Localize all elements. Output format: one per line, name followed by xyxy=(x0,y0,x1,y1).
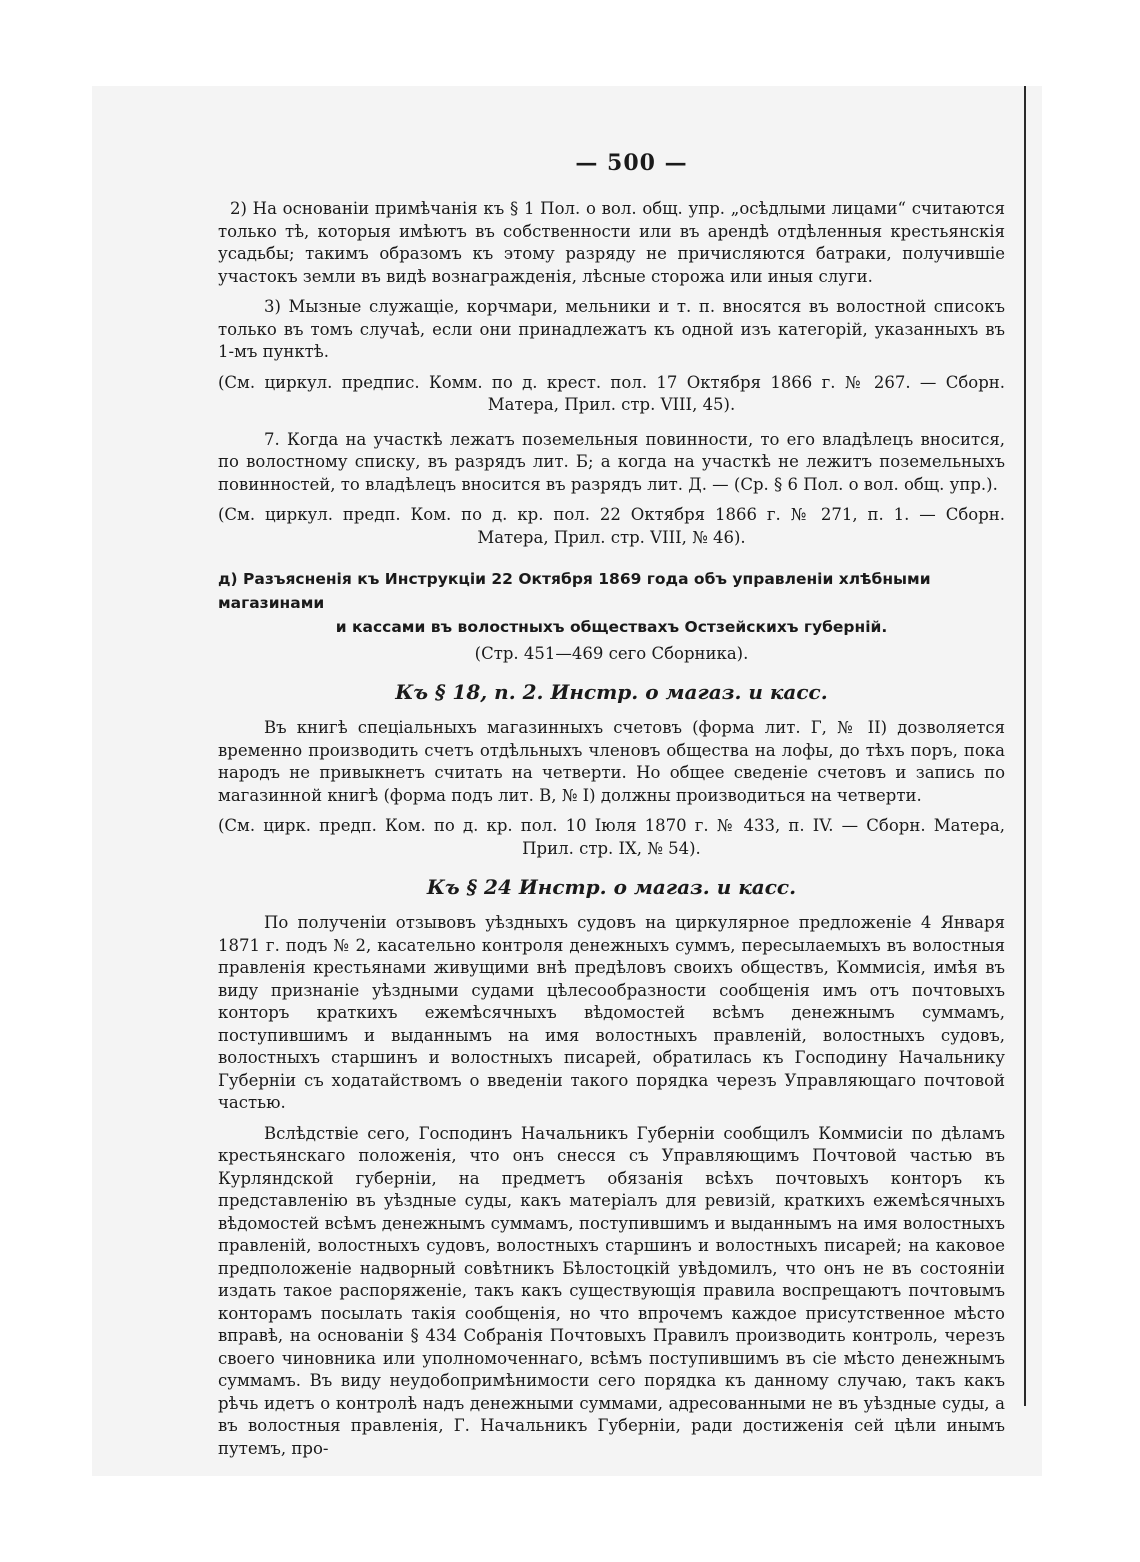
page-content xyxy=(218,150,1005,1468)
section-heading-d-line-2: и кассами въ волостныхъ обществахъ Остзейскихъ губерній. xyxy=(335,618,888,636)
section-heading-d xyxy=(218,567,1005,639)
reference-2-line-1: (См. циркул. предп. Ком. по д. кр. пол. 22 Октября 1866 г. № 271, п. 1. — Сборн. xyxy=(218,505,1005,524)
page-edge-line xyxy=(1024,86,1026,1406)
reference-2 xyxy=(218,504,1005,549)
paragraph-3: 3) Мызные служащіе, корчмари, мельники и т. п. вносятся въ волостной списокъ только въ томъ случаѣ, если они принадлежатъ къ одной изъ категорій, указанныхъ въ 1-мъ пунктѣ. xyxy=(218,297,1005,361)
reference-3 xyxy=(218,815,1005,860)
paragraph-2: 2) На основаніи примѣчанія къ § 1 Пол. о вол. общ. упр. „осѣдлыми лицами“ считаются только тѣ, которыя имѣютъ въ собственности или въ арендѣ отдѣленныя крестьянскія усадьбы; такимъ образомъ къ этому разряду не причисляются батраки, получившіе участокъ земли въ видѣ вознагражденія, лѣсные сторожа или иныя слуги. xyxy=(218,199,1005,286)
reference-1-line-2: Матера, Прил. стр. VIII, 45). xyxy=(487,395,736,414)
reference-2-line-2: Матера, Прил. стр. VIII, № 46). xyxy=(477,527,746,547)
page-number: — 500 — xyxy=(575,150,688,176)
paragraph-24-b: Вслѣдствіе сего, Господинъ Начальникъ Губерніи сообщилъ Коммисіи по дѣламъ крестьянскаго положенія, что онъ снесся съ Управляющимъ Почтовой частью въ Курляндской губерніи, на предметъ обязанія всѣхъ почтовыхъ конторъ къ представленію въ уѣздные суды, какъ матеріалъ для ревизій, краткихъ ежемѣсячныхъ вѣдомостей всѣмъ денежнымъ суммамъ, поступившимъ и выданнымъ на имя волостныхъ правленій, волостныхъ судовъ, волостныхъ старшинъ и волостныхъ писарей; на каковое предположеніе надворный совѣтникъ Бѣлостоцкій увѣдомилъ, что онъ не въ состояніи издать такое распоряженіе, такъ какъ существующія правила воспрещаютъ почтовымъ конторамъ посылать такія сообщенія, но что впрочемъ каждое присутственное мѣсто вправѣ, на основаніи § 434 Собранія Почтовыхъ Правилъ производить контроль, черезъ своего чиновника или уполномоченнаго, всѣмъ поступившимъ въ сіе мѣсто денежнымъ суммамъ. Въ виду неудобопримѣнимости сего порядка къ данному случаю, такъ какъ рѣчь идетъ о контролѣ надъ денежными суммами, адресованными не въ уѣздные суды, а въ волостныя правленія, Г. Начальникъ Губерніи, ради достиженія сей цѣли инымъ путемъ, про- xyxy=(218,1123,1005,1458)
subheading-paragraph-24: Къ § 24 Инстр. о магаз. и касс. xyxy=(426,875,797,899)
pages-note: (Стр. 451—469 сего Сборника). xyxy=(474,644,749,663)
reference-1 xyxy=(218,372,1005,417)
section-heading-d-line-1: д) Разъясненія къ Инструкціи 22 Октября 1869 года объ управленіи хлѣбными магазинами xyxy=(218,570,931,612)
reference-3-line-2: Прил. стр. IX, № 54). xyxy=(522,838,701,858)
reference-3-line-1: (См. цирк. предп. Ком. по д. кр. пол. 10 Іюля 1870 г. № 433, п. IV. — Сборн. Матера, xyxy=(218,816,1005,835)
subheading-paragraph-18: Къ § 18, п. 2. Инстр. о магаз. и касс. xyxy=(395,680,828,704)
reference-1-line-1: (См. циркул. предпис. Комм. по д. крест. пол. 17 Октября 1866 г. № 267. — Сборн. xyxy=(218,372,1005,392)
paragraph-18: Въ книгѣ спеціальныхъ магазинныхъ счетовъ (форма лит. Г, № II) дозволяется временно производить счетъ отдѣльныхъ членовъ общества на лофы, до тѣхъ поръ, пока народъ не привыкнетъ считать на четверти. Но общее сведеніе счетовъ и запись по магазинной книгѣ (форма подъ лит. В, № I) должны производиться на четверти. xyxy=(218,718,1005,805)
paragraph-7: 7. Когда на участкѣ лежатъ поземельныя повинности, то его владѣлецъ вносится, по волостному списку, въ разрядъ лит. Б; а когда на участкѣ не лежитъ поземельныхъ повинностей, то владѣлецъ вносится въ разрядъ лит. Д. — (Ср. § 6 Пол. о вол. общ. упр.). xyxy=(218,429,1005,494)
paragraph-24-a: По полученіи отзывовъ уѣздныхъ судовъ на циркулярное предложеніе 4 Января 1871 г. подъ № 2, касательно контроля денежныхъ суммъ, пересылаемыхъ въ волостныя правленія крестьянами живущими внѣ предѣловъ своихъ обществъ, Коммисія, имѣя въ виду признаніе уѣздными судами цѣлесообразности сообщенія имъ отъ почтовыхъ конторъ краткихъ ежемѣсячныхъ вѣдомостей всѣмъ денежнымъ суммамъ, поступившимъ и выданнымъ на имя волостныхъ правленій, волостныхъ судовъ, волостныхъ старшинъ и волостныхъ писарей, обратилась къ Господину Начальнику Губерніи съ ходатайствомъ о введеніи такого порядка черезъ Управляющаго почтовой частью. xyxy=(218,913,1005,1112)
